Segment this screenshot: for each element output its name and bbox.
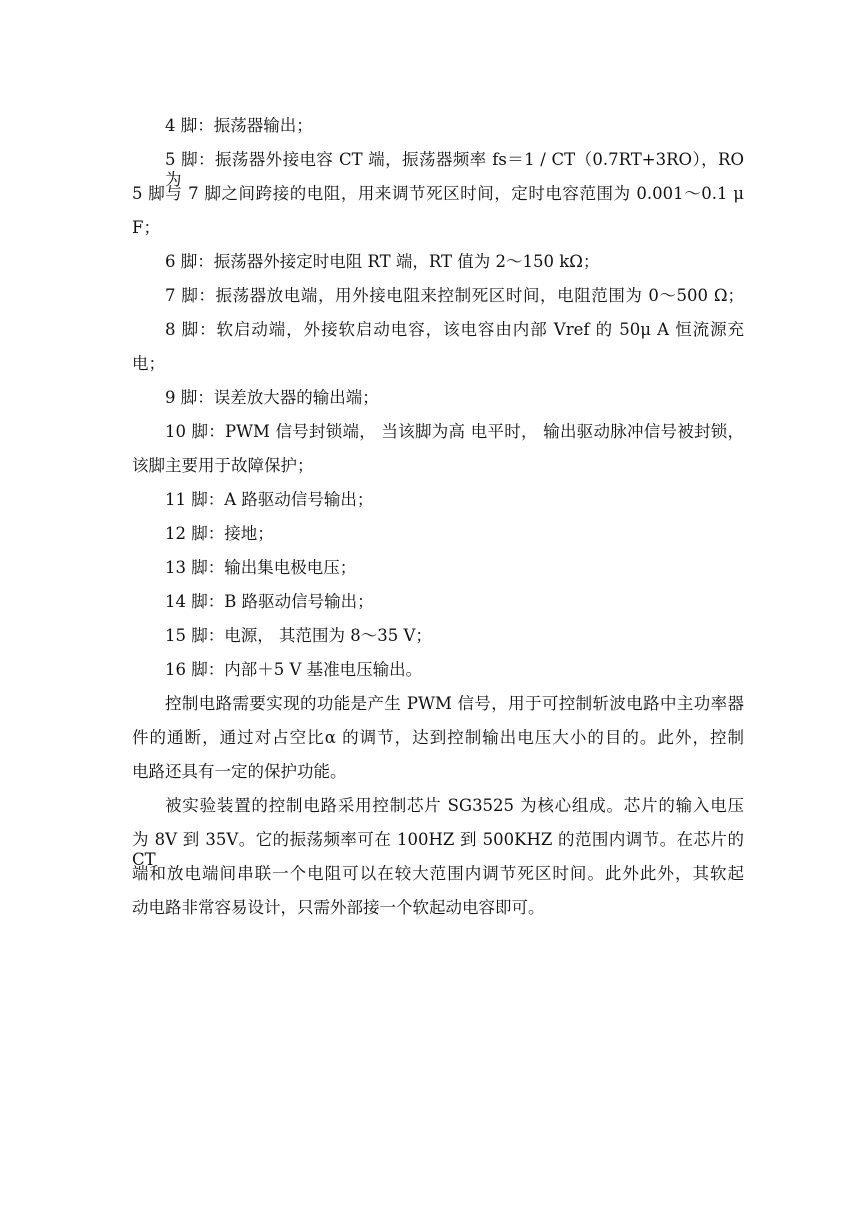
paragraph-chip-line2: 为 8V 到 35V。它的振荡频率可在 100HZ 到 500KHZ 的范围内调节。在芯片的 CT <box>132 830 744 869</box>
pin8-text: 8 脚：软启动端，外接软启动电容，该电容由内部 Vref 的 50μ A 恒流源充 <box>165 320 744 339</box>
pin4-text: 4 脚：振荡器输出； <box>165 116 313 135</box>
pin5-text-cont: 5 脚与 7 脚之间跨接的电阻，用来调节死区时间，定时电容范围为 0.001～0.1 μ <box>132 184 744 203</box>
pin11-text: 11 脚：A 路驱动信号输出； <box>165 490 374 509</box>
paragraph-chip-line4: 动电路非常容易设计，只需外部接一个软起动电容即可。 <box>132 898 545 917</box>
pin16-text: 16 脚：内部＋5 V 基准电压输出。 <box>165 660 423 679</box>
pin5-text-end: F； <box>132 218 160 237</box>
pin10-text: 10 脚：PWM 信号封锁端， 当该脚为高 电平时， 输出驱动脉冲信号被封锁， <box>165 422 744 441</box>
paragraph-chip-line1: 被实验装置的控制电路采用控制芯片 SG3525 为核心组成。芯片的输入电压 <box>165 796 744 815</box>
pin7-text: 7 脚：振荡器放电端，用外接电阻来控制死区时间，电阻范围为 0～500 Ω； <box>165 286 744 305</box>
pin9-text: 9 脚：误差放大器的输出端； <box>165 388 379 407</box>
pin14-text: 14 脚：B 路驱动信号输出； <box>165 592 374 611</box>
paragraph-control-line2: 件的通断，通过对占空比α 的调节，达到控制输出电压大小的目的。此外，控制 <box>132 728 744 747</box>
paragraph-chip-line3: 端和放电端间串联一个电阻可以在较大范围内调节死区时间。此外此外，其软起 <box>132 864 744 883</box>
pin13-text: 13 脚：输出集电极电压； <box>165 558 357 577</box>
pin15-text: 15 脚：电源， 其范围为 8～35 V； <box>165 626 432 645</box>
pin6-text: 6 脚：振荡器外接定时电阻 RT 端，RT 值为 2～150 kΩ； <box>165 252 600 271</box>
pin10-text-end: 该脚主要用于故障保护； <box>132 456 314 475</box>
paragraph-control-line1: 控制电路需要实现的功能是产生 PWM 信号，用于可控制斩波电路中主功率器 <box>165 694 744 713</box>
pin12-text: 12 脚：接地； <box>165 524 274 543</box>
pin8-text-end: 电； <box>132 354 165 373</box>
paragraph-control-line3: 电路还具有一定的保护功能。 <box>132 762 347 781</box>
pin5-text: 5 脚：振荡器外接电容 CT 端，振荡器频率 fs＝1 / CT（0.7RT+3RO），RO 为 <box>165 150 744 189</box>
